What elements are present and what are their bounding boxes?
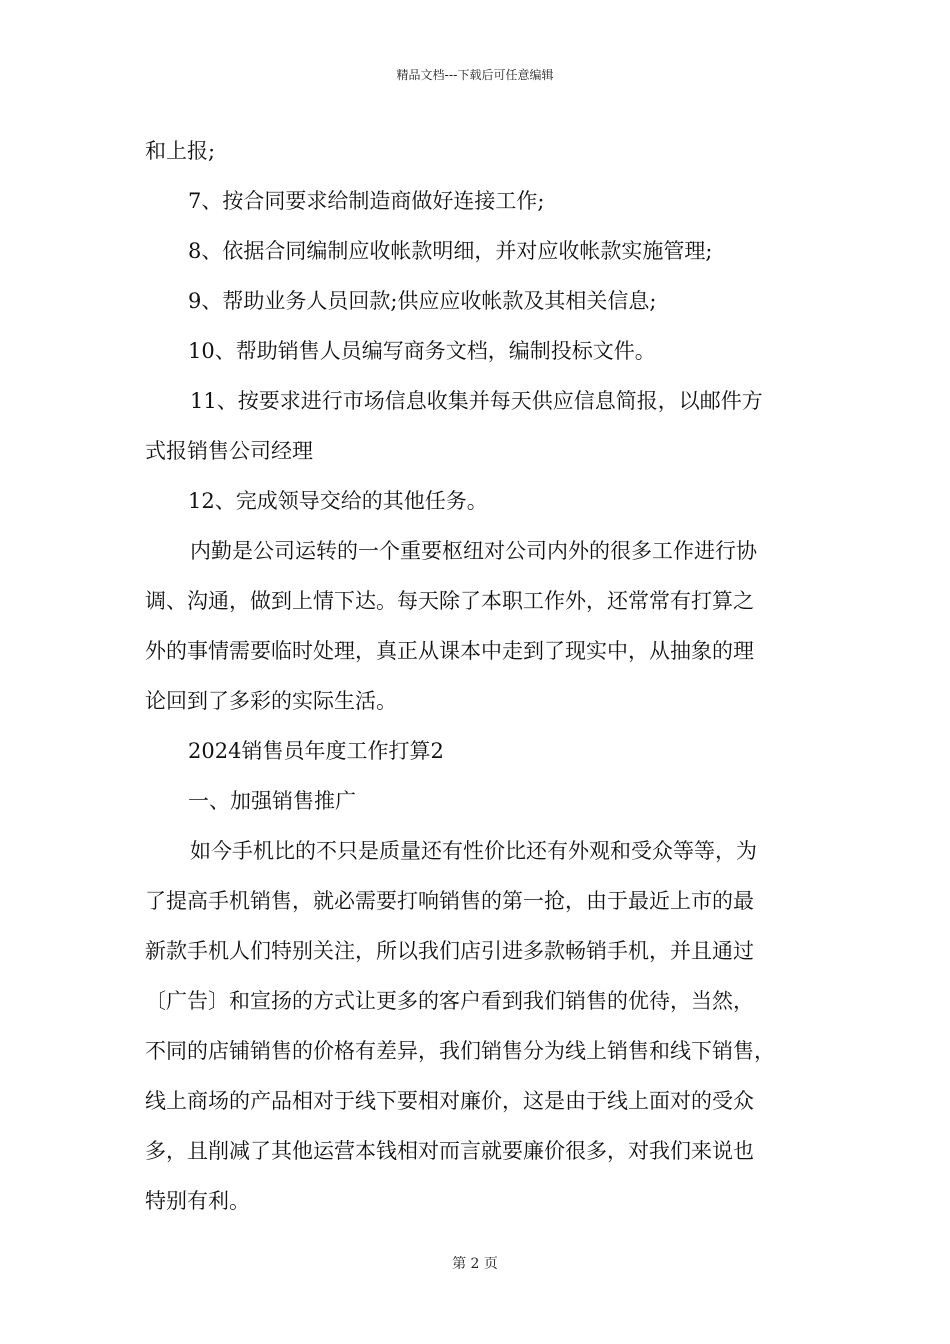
body-line: 7、按合同要求给制造商做好连接工作; [188,189,545,213]
body-line: 新款手机人们特别关注，所以我们店引进多款畅销手机，并且通过 [145,939,754,963]
body-line: 8、依据合同编制应收帐款明细，并对应收帐款实施管理; [188,239,713,263]
body-line: 论回到了多彩的实际生活。 [145,689,397,713]
body-line: 式报销售公司经理 [145,439,313,463]
body-line: 特别有利。 [145,1189,250,1213]
body-line: 外的事情需要临时处理，真正从课本中走到了现实中，从抽象的理 [145,639,754,663]
body-line: 11、按要求进行市场信息收集并每天供应信息简报，以邮件方 [190,389,763,413]
page-header: 精品文档---下载后可任意编辑 [396,68,554,82]
body-line: 12、完成领导交给的其他任务。 [188,489,488,513]
body-line: 10、帮助销售人员编写商务文档，编制投标文件。 [188,339,656,363]
body-line: 调、沟通，做到上情下达。每天除了本职工作外，还常常有打算之 [145,589,754,613]
body-line: 不同的店铺销售的价格有差异，我们销售分为线上销售和线下销售， [145,1039,775,1063]
body-line: 〔广告〕和宣扬的方式让更多的客户看到我们销售的优待，当然， [145,989,754,1013]
body-line: 了提高手机销售，就必需要打响销售的第一抢，由于最近上市的最 [145,889,754,913]
body-line: 9、帮助业务人员回款;供应应收帐款及其相关信息; [188,289,657,313]
section-title: 2024销售员年度工作打算2 [188,739,444,763]
section-heading: 一、加强销售推广 [188,789,356,813]
body-line: 线上商场的产品相对于线下要相对廉价，这是由于线上面对的受众 [145,1089,754,1113]
page-number: 第 2 页 [452,1256,498,1272]
body-line: 多，且削减了其他运营本钱相对而言就要廉价很多，对我们来说也 [145,1139,754,1163]
body-line: 和上报; [145,139,216,163]
body-line: 如今手机比的不只是质量还有性价比还有外观和受众等等，为 [190,839,757,863]
body-line: 内勤是公司运转的一个重要枢纽对公司内外的很多工作进行协 [190,539,757,563]
